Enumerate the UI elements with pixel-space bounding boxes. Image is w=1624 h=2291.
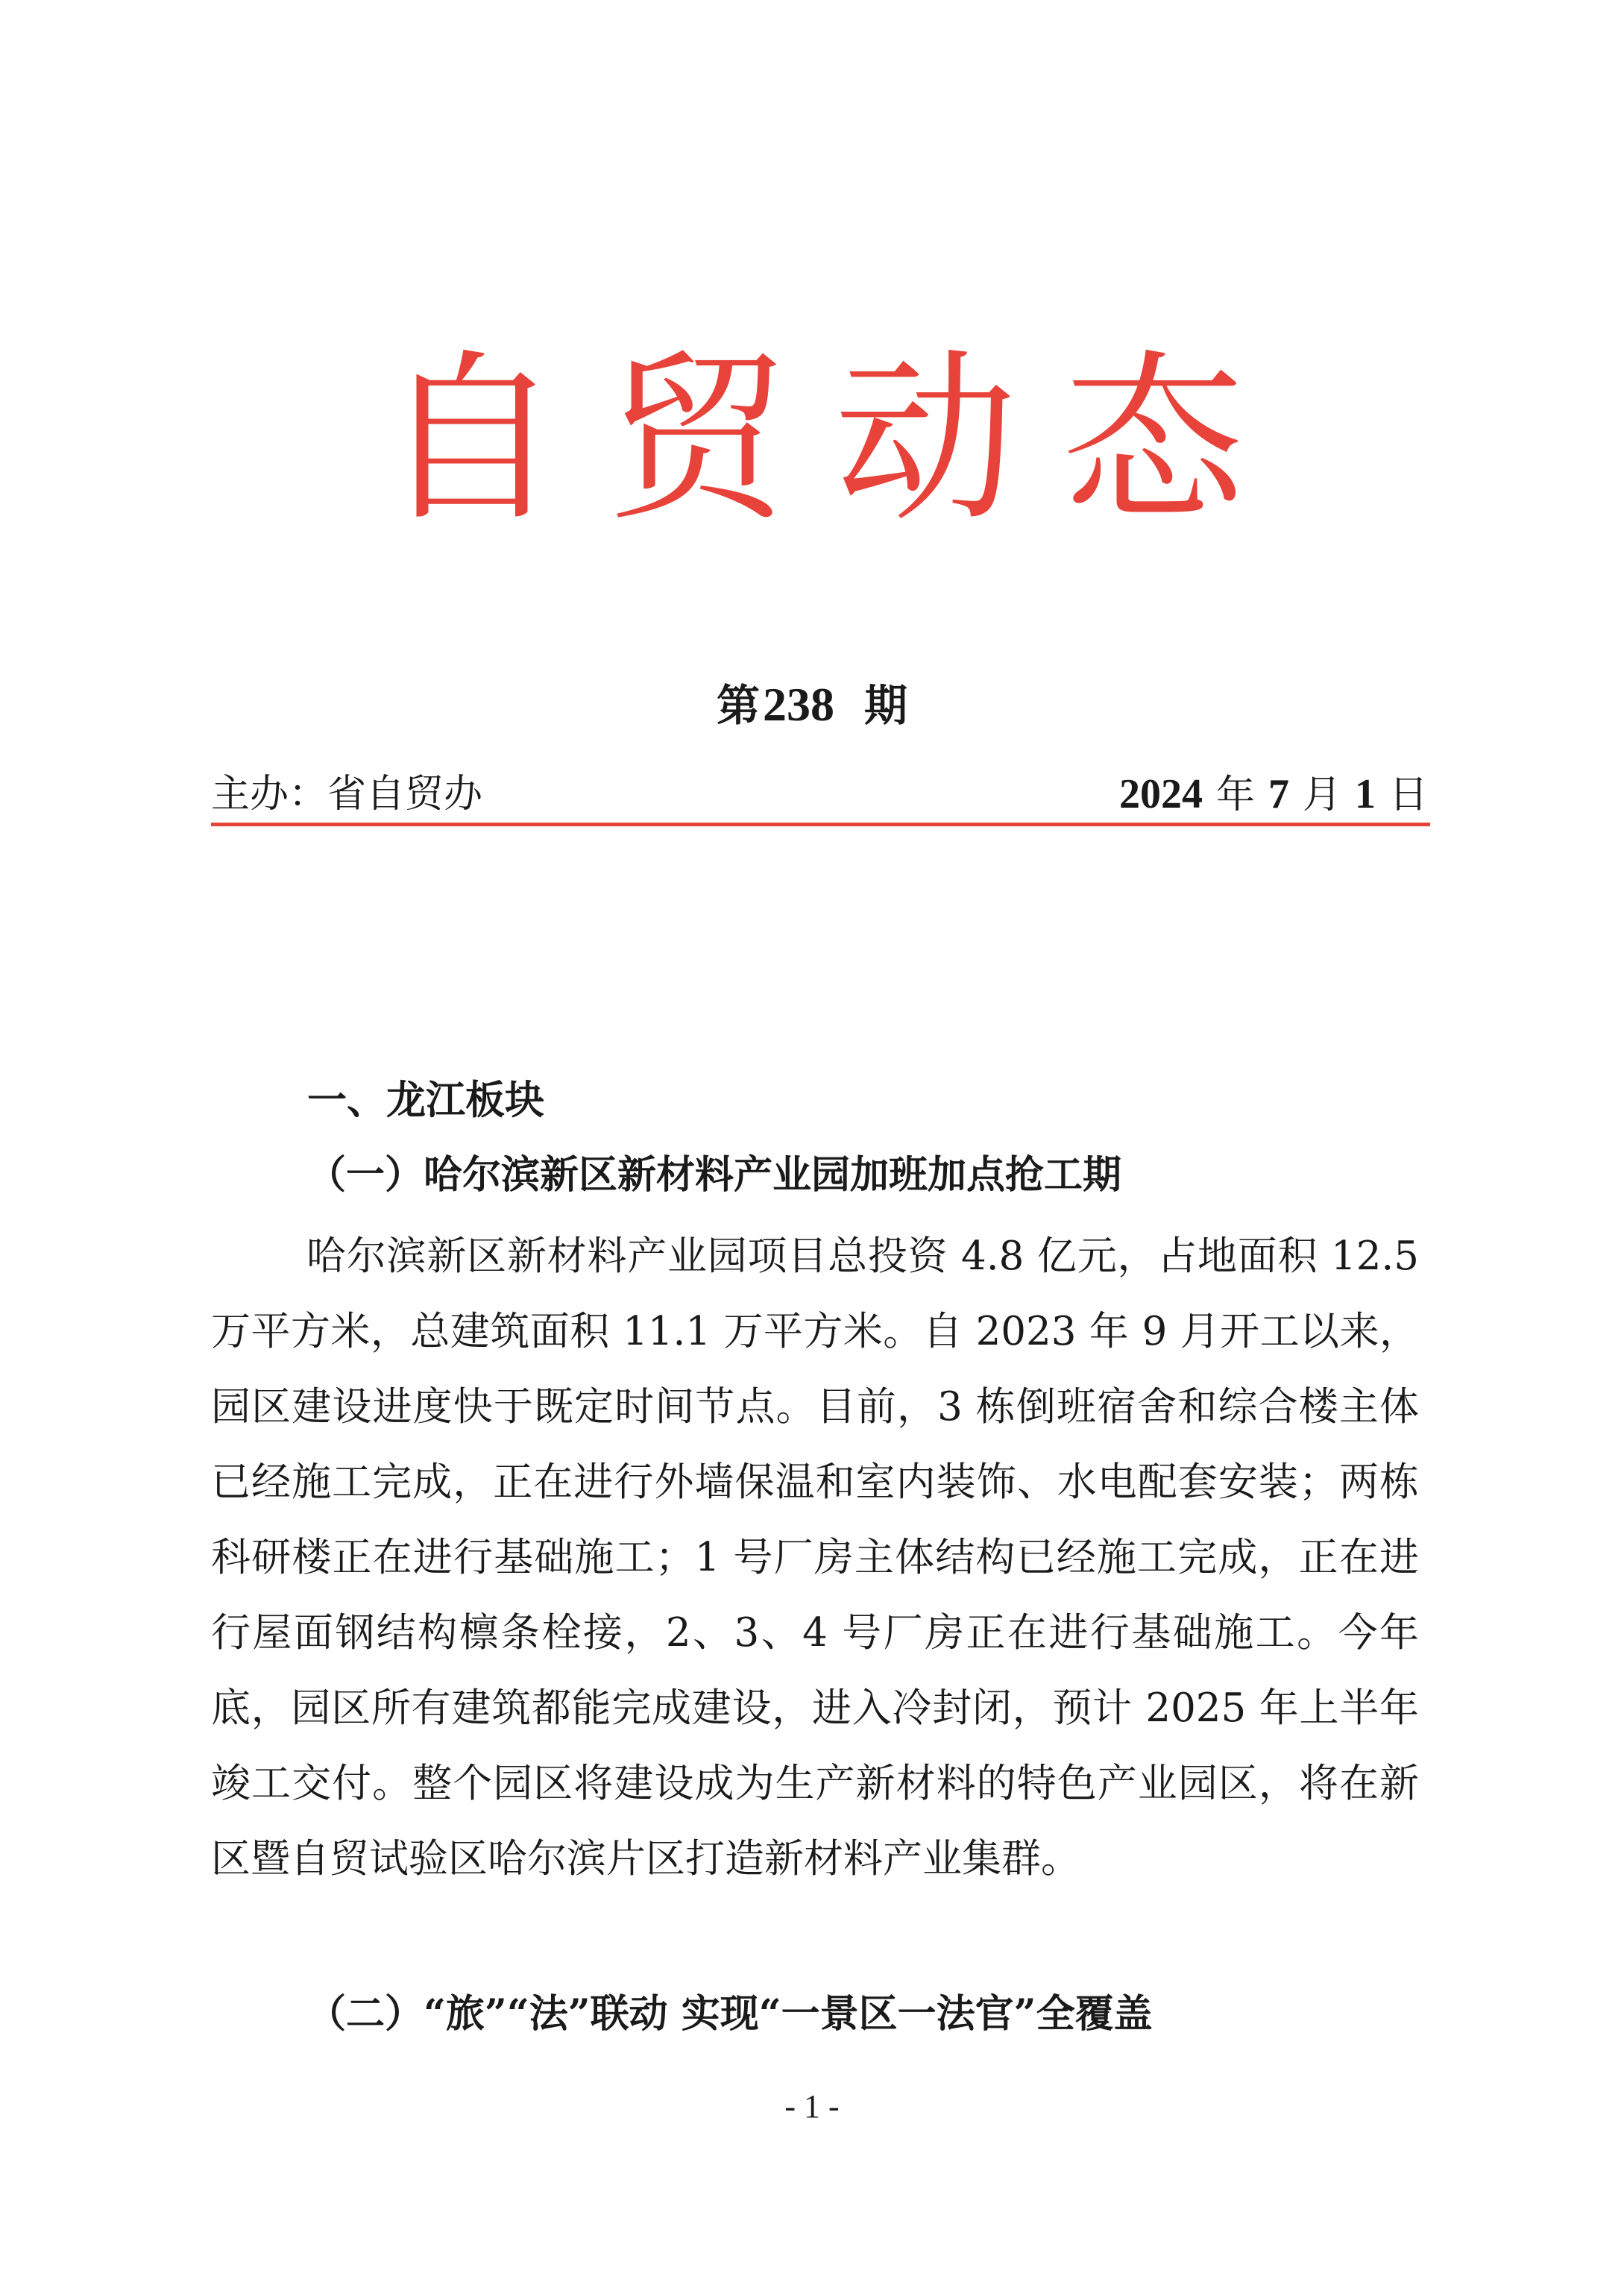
date-year-label: 年 (1215, 773, 1255, 817)
article-2-heading: （二）“旅”“法”联动 实现“一景区一法官”全覆盖 (307, 1991, 1153, 2037)
issue-suffix: 期 (864, 680, 908, 731)
date-day-label: 日 (1388, 773, 1428, 817)
masthead-title: 自贸动态 (380, 333, 1289, 546)
page-number: - 1 - (784, 2088, 840, 2125)
article-1-body: 哈尔滨新区新材料产业园项目总投资 4.8 亿元，占地面积 12.5 万平方米，总建筑面积 11.1 万平方米。自 2023 年 9 月开工以来，园区建设进度快于既定时间节点。目前，3 栋倒班宿舍和综合楼主体已经施工完成，正在进行外墙保温和室内装饰、水电配套安装；两栋科研楼正在进行基础施工；1 号厂房主体结构已经施工完成，正在进行屋面钢结构檩条栓接，2、3、4 号厂房正在进行基础施工。今年底，园区所有建筑都能完成建设，进入冷封闭，预计 2025 年上半年竣工交付。整个园区将建设成为生产新材料的特色产业园区，将在新区暨自贸试验区哈尔滨片区打造新材料产业集群。 (211, 1234, 1419, 1882)
section-heading: 一、龙江板块 (307, 1078, 544, 1123)
issue-prefix: 第 (716, 680, 760, 731)
sponsor-label: 主办：省自贸办 (211, 772, 483, 817)
article-1-heading: （一）哈尔滨新区新材料产业园加班加点抢工期 (307, 1152, 1122, 1198)
date-year: 2024 (1118, 771, 1203, 817)
date-day: 1 (1354, 771, 1376, 817)
issue-date (1119, 764, 1428, 825)
date-month: 7 (1268, 771, 1289, 817)
date-month-label: 月 (1302, 773, 1341, 817)
issue-number (0, 675, 1624, 735)
issue-number-value: 238 (763, 678, 834, 731)
header-divider (211, 823, 1430, 826)
